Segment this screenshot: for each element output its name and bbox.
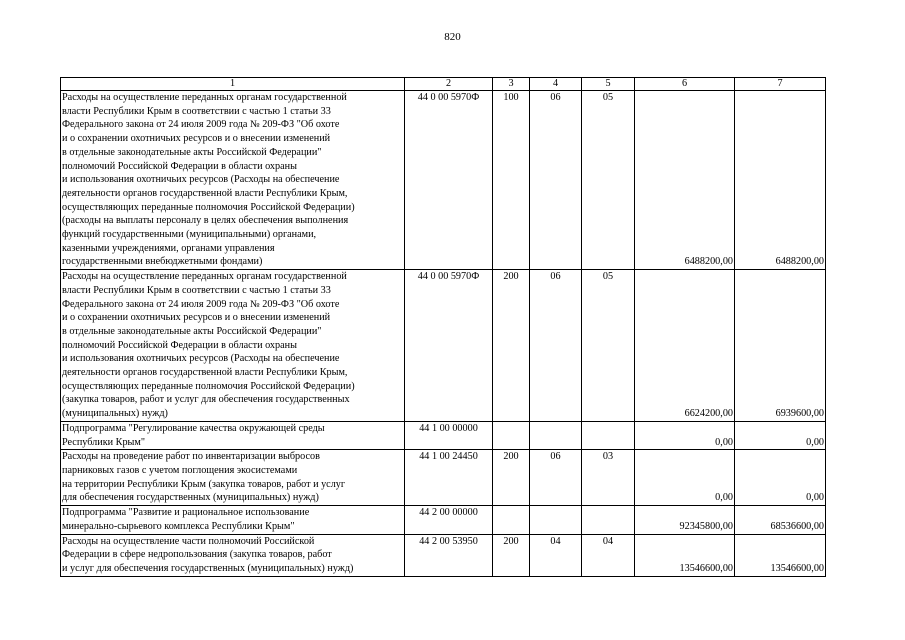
table-row [61, 534, 826, 576]
target-code: 44 0 00 5970Ф [405, 91, 493, 270]
expense-type: 200 [493, 270, 530, 422]
column-header-4: 4 [530, 78, 582, 91]
column-header-5: 5 [582, 78, 635, 91]
table-row [61, 506, 826, 534]
section: 06 [530, 91, 582, 270]
subsection [582, 421, 635, 449]
section: 06 [530, 450, 582, 506]
table-row [61, 270, 826, 422]
expense-name: Расходы на осуществление переданных органам государственной власти Республики Крым в соответствии с частью 1 статьи 33 Федерального закона от 24 июля 2009 года № 209-ФЗ "Об охоте и о сохранении охотничьих ресурсов и о внесении изменений в отдельные законодательные акты Российской Федерации" полномочий Российской Федерации в области охраны и использования охотничьих ресурсов (Расходы на обеспечение деятельности органов государственной власти Республики Крым, осуществляющих переданные полномочия Российской Федерации) (расходы на выплаты персоналу в целях обеспечения выполнения функций государственными (муниципальными) органами, казенными учреждениями, органами управления государственными внебюджетными фондами) [61, 91, 405, 270]
table-body [61, 78, 826, 577]
section: 04 [530, 534, 582, 576]
amount-col6: 92345800,00 [635, 506, 735, 534]
expense-name: Расходы на осуществление переданных органам государственной власти Республики Крым в соответствии с частью 1 статьи 33 Федерального закона от 24 июля 2009 года № 209-ФЗ "Об охоте и о сохранении охотничьих ресурсов и о внесении изменений в отдельные законодательные акты Российской Федерации" полномочий Российской Федерации в области охраны и использования охотничьих ресурсов (Расходы на обеспечение деятельности органов государственной власти Республики Крым, осуществляющих переданные полномочия Российской Федерации) (закупка товаров, работ и услуг для обеспечения государственных (муниципальных) нужд) [61, 270, 405, 422]
budget-table [60, 77, 826, 577]
column-header-2: 2 [405, 78, 493, 91]
table-row [61, 91, 826, 270]
section [530, 421, 582, 449]
amount-col7: 68536600,00 [735, 506, 826, 534]
amount-col6: 13546600,00 [635, 534, 735, 576]
table-row [61, 450, 826, 506]
expense-name: Расходы на осуществление части полномочий Российской Федерации в сфере недропользования (закупка товаров, работ и услуг для обеспечения государственных (муниципальных) нужд) [61, 534, 405, 576]
column-header-3: 3 [493, 78, 530, 91]
amount-col6: 0,00 [635, 421, 735, 449]
expense-type [493, 506, 530, 534]
target-code: 44 2 00 00000 [405, 506, 493, 534]
expense-type: 200 [493, 534, 530, 576]
expense-name: Подпрограмма "Развитие и рациональное использование минерально-сырьевого комплекса Республики Крым" [61, 506, 405, 534]
expense-name: Подпрограмма "Регулирование качества окружающей среды Республики Крым" [61, 421, 405, 449]
amount-col6: 6624200,00 [635, 270, 735, 422]
column-header-6: 6 [635, 78, 735, 91]
header-row [61, 78, 826, 91]
target-code: 44 2 00 53950 [405, 534, 493, 576]
subsection: 05 [582, 91, 635, 270]
amount-col7: 6939600,00 [735, 270, 826, 422]
amount-col7: 0,00 [735, 450, 826, 506]
target-code: 44 0 00 5970Ф [405, 270, 493, 422]
section [530, 506, 582, 534]
amount-col7: 0,00 [735, 421, 826, 449]
page-number: 820 [444, 31, 461, 43]
subsection: 03 [582, 450, 635, 506]
subsection: 05 [582, 270, 635, 422]
amount-col6: 0,00 [635, 450, 735, 506]
target-code: 44 1 00 00000 [405, 421, 493, 449]
expense-type [493, 421, 530, 449]
column-header-7: 7 [735, 78, 826, 91]
amount-col7: 13546600,00 [735, 534, 826, 576]
column-header-1: 1 [61, 78, 405, 91]
target-code: 44 1 00 24450 [405, 450, 493, 506]
amount-col7: 6488200,00 [735, 91, 826, 270]
expense-name: Расходы на проведение работ по инвентаризации выбросов парниковых газов с учетом поглощения экосистемами на территории Республики Крым (закупка товаров, работ и услуг для обеспечения государственных (муниципальных) нужд) [61, 450, 405, 506]
expense-type: 100 [493, 91, 530, 270]
subsection [582, 506, 635, 534]
amount-col6: 6488200,00 [635, 91, 735, 270]
subsection: 04 [582, 534, 635, 576]
expense-type: 200 [493, 450, 530, 506]
section: 06 [530, 270, 582, 422]
table-row [61, 421, 826, 449]
